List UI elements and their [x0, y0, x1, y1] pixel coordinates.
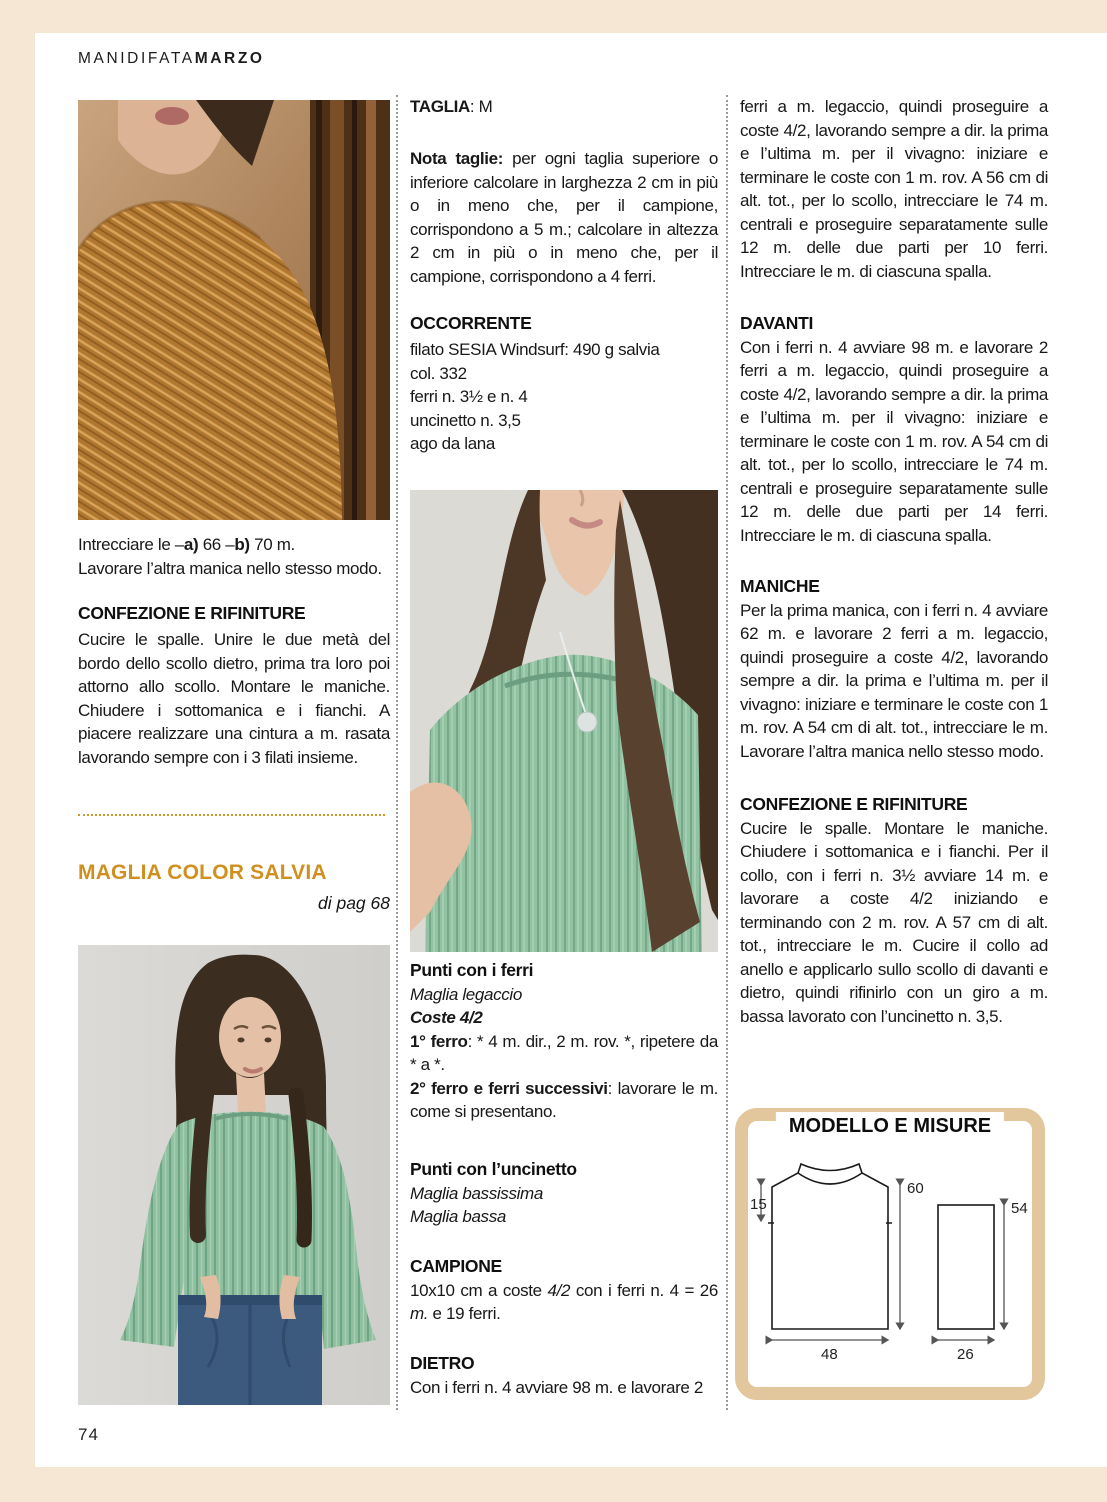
- photo-green-sweater-full: [78, 945, 390, 1405]
- nota-taglie-lead: Nota taglie:: [410, 149, 504, 168]
- punti-ferri-block: [410, 959, 718, 1124]
- campione-t2: con i ferri n. 4 = 26: [570, 1280, 718, 1300]
- punti-uncinetto-heading: Punti con l’uncinetto: [410, 1159, 577, 1179]
- dietro-block: [410, 1352, 718, 1399]
- sleeve-piece-outline: [938, 1205, 994, 1329]
- bindoff-line: [78, 533, 390, 557]
- occorrente-item-hook: uncinetto n. 3,5: [410, 410, 521, 430]
- bindoff-size-a: a): [183, 535, 199, 554]
- sleeve-bindoff-text: [78, 533, 390, 580]
- row1-lead: 1° ferro: [410, 1031, 468, 1051]
- row1-instruction: [410, 1030, 718, 1077]
- confezione-heading-col1: CONFEZIONE E RIFINITURE: [78, 603, 306, 623]
- campione-block: [410, 1255, 718, 1326]
- occorrente-item-color: col. 332: [410, 363, 467, 383]
- dim-sleeve-length-value: 54: [1011, 1200, 1028, 1217]
- photo-green-sweater-full-illustration: [78, 945, 390, 1405]
- dietro-continuation: ferri a m. legaccio, quindi proseguire a coste 4/2, lavorando sempre a dir. la prima e l’ultima m. per il vivagno: iniziare e terminare le coste con 1 m. rov. A 56 cm di alt. tot., per lo scollo, intrecciare le 74 m. centrali e proseguire separatamente sulle 12 m. delle due parti per 10 ferri. Intrecciare le m. di ciascuna spalla.: [740, 97, 1048, 281]
- bindoff-t1: Intrecciare le –: [78, 535, 184, 554]
- stitch-maglia-legaccio: Maglia legaccio: [410, 984, 522, 1004]
- page-number: 74: [78, 1425, 99, 1444]
- model-face: [219, 997, 281, 1077]
- campione-heading: CAMPIONE: [410, 1256, 502, 1276]
- model-lips: [155, 107, 189, 125]
- dim-sleeve-width-value: 26: [957, 1346, 974, 1363]
- maniche-body: Per la prima manica, con i ferri n. 4 avviare 62 m. e lavorare 2 ferri a m. legaccio, quindi proseguire a coste 4/2, lavorando sempre a dir. la prima e l’ultima m. per il vivagno: iniziare e terminare le coste con 1 m. rov. A 54 cm di alt. tot., intrecciare le m. Lavorare l’altra manica nello stesso modo.: [740, 600, 1048, 761]
- body-piece-outline: [768, 1164, 892, 1329]
- necklace-pendant: [577, 712, 597, 732]
- magazine-issue: MARZO: [194, 50, 265, 67]
- photo-rust-cardigan: [78, 100, 390, 520]
- maniche-block: [740, 575, 1048, 763]
- row2-instruction: [410, 1077, 718, 1124]
- row2-text: : lavorare le m. come si presentano.: [410, 1078, 718, 1121]
- campione-i2: m.: [410, 1304, 429, 1323]
- occorrente-heading: OCCORRENTE: [410, 313, 532, 333]
- stitch-maglia-bassissima: Maglia bassissima: [410, 1183, 543, 1203]
- stitch-maglia-bassa: Maglia bassa: [410, 1207, 506, 1226]
- bindoff-t2: 66 –: [198, 535, 235, 554]
- photo-rust-cardigan-illustration: [78, 100, 390, 520]
- taglia-value: : M: [469, 97, 493, 116]
- nota-taglie-text: per ogni taglia superiore o inferiore calcolare in larghezza 2 cm in più o in meno che, per il campione, corrispondono a 5 m.; calcolare in altezza 2 cm in più o in meno che, per il campione, corrispondono a 4 ferri.: [410, 149, 718, 286]
- dietro-body: Con i ferri n. 4 avviare 98 m. e lavorare 2: [410, 1377, 703, 1397]
- campione-t1: 10x10 cm a coste: [410, 1280, 548, 1300]
- confezione-body-col3: Cucire le spalle. Montare le maniche. Chiudere i sottomanica e i fianchi. Per il collo, con i ferri n. 3½ avviare 14 m. e lavorare a coste 4/2 iniziando e terminando con 2 m. rov. A 57 cm di alt. tot., intrecciare le m. Cucire il collo ad anello e applicarlo sullo scollo di davanti e dietro, quindi rifinirlo con un giro a m. bassa lavorato con l’uncinetto n. 3,5.: [740, 818, 1048, 1026]
- taglia-label: TAGLIA: [410, 97, 470, 116]
- campione-text: [410, 1279, 718, 1326]
- dietro-heading: DIETRO: [410, 1353, 475, 1373]
- next-pattern-page-ref: di pag 68: [317, 893, 390, 913]
- davanti-body: Con i ferri n. 4 avviare 98 m. e lavorare 2 ferri a m. legaccio, quindi proseguire a coste 4/2, lavorando sempre a dir. la prima e l’ultima m. per il vivagno: iniziare e terminare le coste con 1 m. rov. A 54 cm di alt. tot., per lo scollo, intrecciare le 74 m. centrali e proseguire separatamente sulle 12 m. delle due parti per 14 ferri. Intrecciare le m. di ciascuna spalla.: [740, 337, 1048, 545]
- occorrente-list: [410, 338, 718, 456]
- taglia-line: [410, 95, 718, 119]
- bindoff-t3: 70 m.: [249, 535, 295, 554]
- row1-text: : * 4 m. dir., 2 m. rov. *, ripetere da * a *.: [410, 1031, 718, 1074]
- next-pattern-title: MAGLIA COLOR SALVIA: [78, 861, 327, 884]
- row2-lead: 2° ferro e ferri successivi: [410, 1078, 608, 1098]
- stitch-coste-42: Coste 4/2: [410, 1008, 483, 1027]
- magazine-page: [35, 33, 1107, 1467]
- davanti-block: [740, 312, 1048, 547]
- column-separator-dotted: [726, 95, 728, 1410]
- occorrente-item-needles: ferri n. 3½ e n. 4: [410, 387, 528, 406]
- occorrente-item-needle: ago da lana: [410, 434, 496, 453]
- dim-body-height-value: 60: [907, 1180, 924, 1197]
- confezione-heading-col3: CONFEZIONE E RIFINITURE: [740, 794, 968, 814]
- confezione-block-col3: [740, 793, 1048, 1028]
- modello-misure-box: [735, 1108, 1045, 1400]
- column-separator-dotted: [396, 95, 398, 1410]
- magazine-brand: MANIDIFATA: [78, 50, 195, 67]
- campione-i1: 4/2: [547, 1280, 571, 1300]
- campione-t3: e 19 ferri.: [428, 1304, 501, 1323]
- photo-green-sweater-closeup: [410, 490, 718, 952]
- occorrente-item-yarn: filato SESIA Windsurf: 490 g salvia: [410, 340, 660, 359]
- model-neck: [236, 1073, 266, 1113]
- maniche-heading: MANICHE: [740, 576, 820, 596]
- davanti-heading: DAVANTI: [740, 313, 814, 333]
- dim-body-width-value: 48: [821, 1346, 838, 1363]
- confezione-body-col1: Cucire le spalle. Unire le due metà del bordo dello scollo dietro, prima tra loro poi attorno allo scollo. Montare le maniche. Chiudere i sottomanica e i fianchi. A piacere realizzare una cintura a m. rasata lavorando sempre con i 3 filati insieme.: [78, 630, 390, 767]
- bindoff-size-b: b): [234, 535, 250, 554]
- punti-uncinetto-block: [410, 1158, 718, 1229]
- bindoff-line2: Lavorare l’altra manica nello stesso modo.: [78, 558, 382, 578]
- garment-schematic: [750, 1159, 1030, 1371]
- photo-green-sweater-closeup-illustration: [410, 490, 718, 952]
- nota-taglie-paragraph: [410, 147, 718, 288]
- punti-ferri-heading: Punti con i ferri: [410, 960, 534, 980]
- modello-misure-title: MODELLO E MISURE: [776, 1112, 1004, 1140]
- orange-dotted-rule: [78, 814, 385, 816]
- dim-neckband-value: 15: [750, 1196, 767, 1213]
- masthead: [78, 50, 265, 68]
